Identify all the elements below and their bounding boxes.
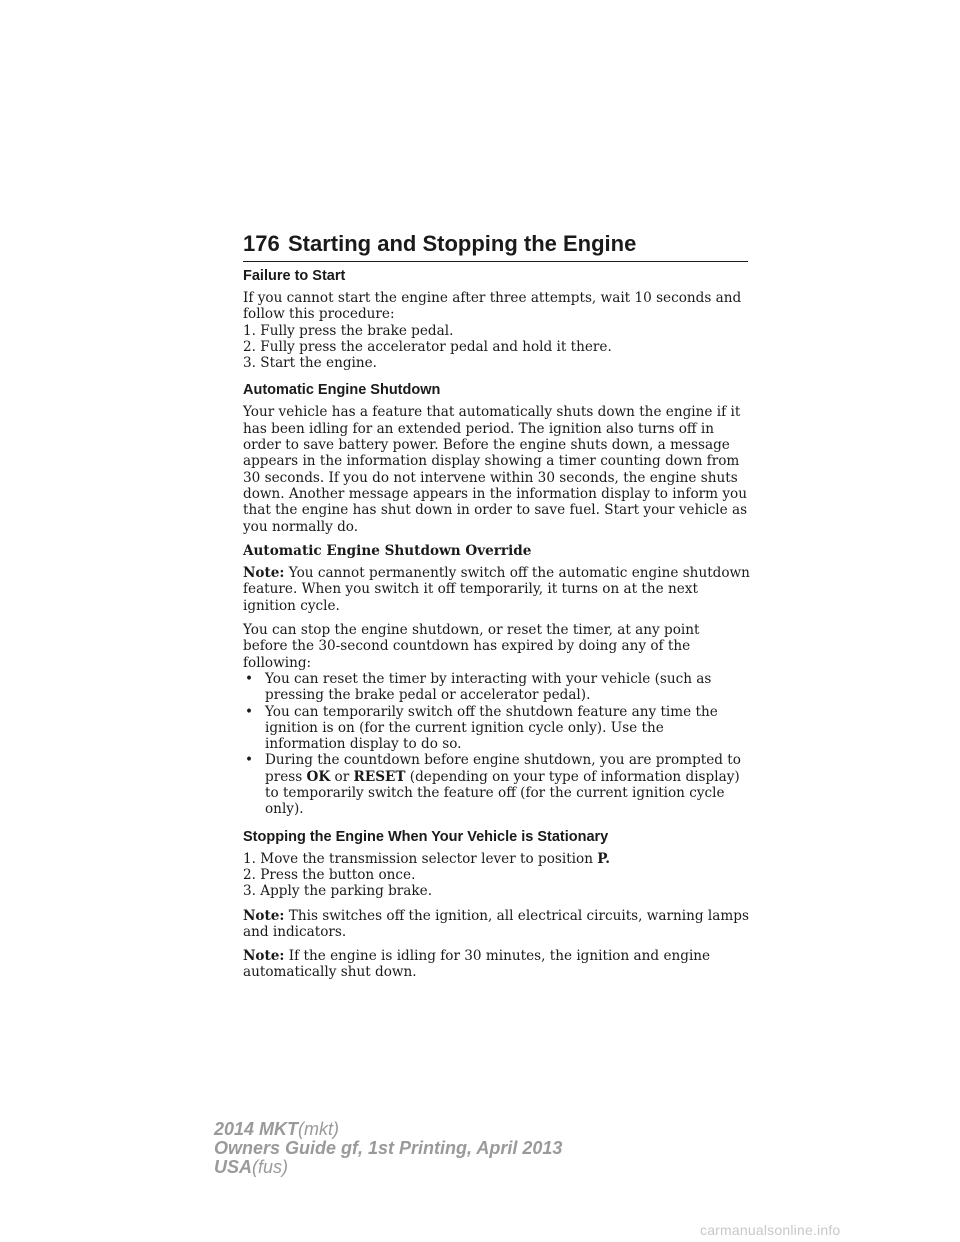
text-line: order to save battery power. Before the engine shuts down, a message	[243, 437, 730, 454]
paragraph	[243, 404, 753, 534]
text-fragment: 1. Move the transmission selector lever to position	[243, 850, 598, 867]
step-item: 3. Start the engine.	[243, 355, 378, 372]
text-line: appears in the information display showing a timer counting down from	[243, 453, 740, 470]
note-label: Note:	[243, 948, 285, 965]
text-line: If you cannot start the engine after three attempts, wait 10 seconds and	[243, 290, 742, 306]
paragraph	[243, 622, 753, 671]
chapter-title: Starting and Stopping the Engine	[288, 231, 637, 256]
step-list	[243, 323, 753, 372]
text-line: 30 seconds. If you do not intervene within 30 seconds, the engine shuts	[243, 469, 738, 486]
bullet-icon: •	[245, 670, 254, 687]
text-line: During the countdown before engine shutdown, you are prompted to	[265, 752, 741, 769]
note-label: Note:	[243, 907, 285, 924]
step-list	[243, 851, 753, 900]
text-fragment: (depending on your type of information display)	[405, 768, 740, 785]
text-line: This switches off the ignition, all electrical circuits, warning lamps	[288, 907, 749, 924]
subsection-heading: Automatic Engine Shutdown Override	[243, 542, 532, 559]
footer-market: USA	[214, 1157, 253, 1177]
ok-keyword: OK	[306, 768, 331, 785]
list-item	[243, 752, 753, 817]
text-line: You can temporarily switch off the shutdown feature any time the	[265, 703, 718, 720]
paragraph	[243, 290, 753, 323]
bullet-icon: •	[245, 752, 254, 769]
text-line: ignition cycle.	[243, 597, 340, 614]
page-header	[243, 231, 748, 262]
footer-model-code: (mkt)	[298, 1119, 340, 1139]
watermark-link[interactable]: carmanualsonline.info	[700, 1222, 841, 1238]
text-line: ignition is on (for the current ignition cycle only). Use the	[265, 719, 664, 736]
text-line: You can stop the engine shutdown, or reset the timer, at any point	[243, 622, 700, 639]
text-line: You cannot permanently switch off the automatic engine shutdown	[288, 565, 750, 582]
text-line: information display to do so.	[265, 736, 462, 753]
note-paragraph	[243, 948, 753, 981]
footer-guide: Owners Guide gf, 1st Printing, April 2013	[214, 1138, 563, 1158]
page-content	[243, 267, 753, 991]
text-line: and indicators.	[243, 923, 347, 940]
text-line: pressing the brake pedal or accelerator pedal).	[265, 687, 591, 704]
section-heading: Failure to Start	[243, 268, 346, 284]
section-failure-to-start	[243, 267, 753, 371]
step-item: 1. Fully press the brake pedal.	[243, 322, 454, 339]
text-fragment: or	[330, 768, 354, 785]
section-automatic-shutdown	[243, 381, 753, 817]
text-line: that the engine has shut down in order to save fuel. Start your vehicle as	[243, 502, 748, 519]
text-line: Your vehicle has a feature that automatically shuts down the engine if it	[243, 404, 741, 421]
text-line: down. Another message appears in the information display to inform you	[243, 485, 747, 502]
step-item	[243, 851, 753, 867]
text-line: automatically shut down.	[243, 964, 417, 981]
text-line: You can reset the timer by interacting with your vehicle (such as	[265, 670, 712, 687]
note-paragraph	[243, 908, 753, 941]
text-line: only).	[265, 801, 304, 818]
list-item	[243, 704, 753, 753]
text-line: you normally do.	[243, 518, 359, 535]
print-footer	[214, 1120, 562, 1177]
text-line: If the engine is idling for 30 minutes, the ignition and engine	[288, 948, 711, 965]
text-line: to temporarily switch the feature off (for the current ignition cycle	[265, 785, 725, 802]
footer-market-code: (fus)	[252, 1157, 289, 1177]
text-line: feature. When you switch it off temporarily, it turns on at the next	[243, 581, 698, 598]
list-item	[243, 671, 753, 704]
step-item: 3. Apply the parking brake.	[243, 883, 433, 900]
text-line: follow this procedure:	[243, 306, 395, 323]
step-item: 2. Press the button once.	[243, 866, 416, 883]
section-stationary-stop	[243, 828, 753, 981]
section-heading: Automatic Engine Shutdown	[243, 382, 441, 399]
page-number: 176	[243, 231, 280, 256]
section-heading: Stopping the Engine When Your Vehicle is Stationary	[243, 828, 609, 845]
reset-keyword: RESET	[353, 768, 406, 785]
note-label: Note:	[243, 565, 285, 582]
bullet-icon: •	[245, 703, 254, 720]
bullet-list	[243, 671, 753, 818]
note-paragraph	[243, 565, 753, 614]
text-line: before the 30-second countdown has expired by doing any of the	[243, 638, 691, 655]
step-item: 2. Fully press the accelerator pedal and hold it there.	[243, 338, 612, 355]
text-fragment: press	[265, 768, 307, 785]
position-p-keyword: P.	[597, 850, 611, 867]
text-line: following:	[243, 654, 312, 671]
footer-model: 2014 MKT	[214, 1119, 299, 1139]
text-line: has been idling for an extended period. The ignition also turns off in	[243, 420, 715, 437]
